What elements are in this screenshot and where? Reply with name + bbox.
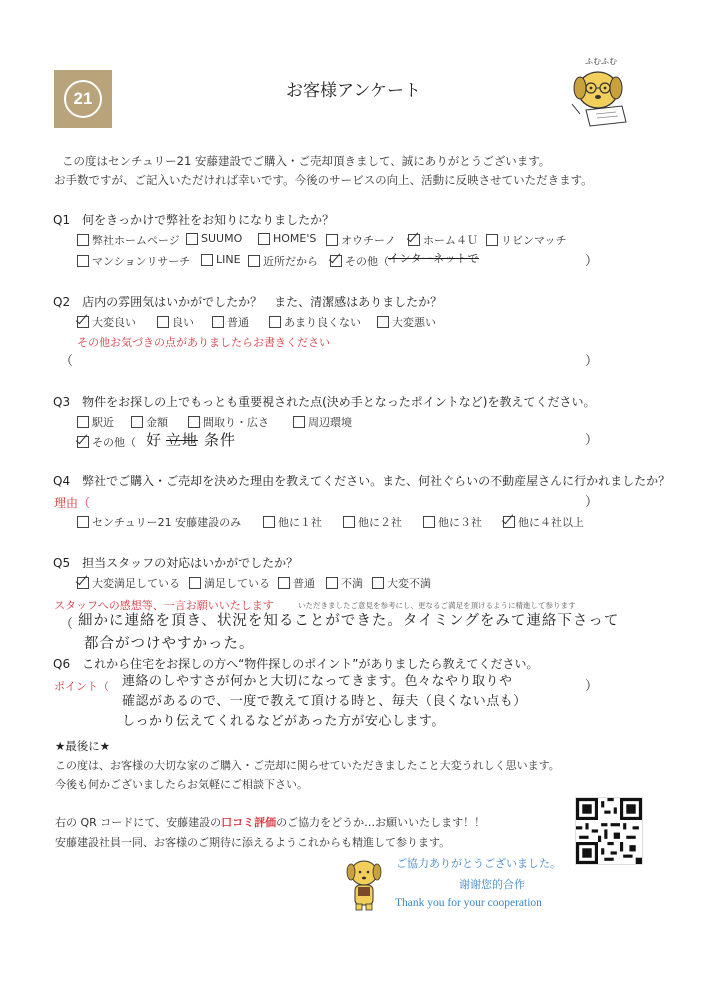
q1-option-rivinmatch[interactable]: リビンマッチ bbox=[486, 232, 567, 248]
q3-question: Q3 物件をお探しの上でもっとも重要視された点(決め手となったポイントなど)を教えてください。 bbox=[53, 395, 596, 409]
checkbox[interactable] bbox=[326, 577, 338, 589]
q3-other-answer-struck: 立地 bbox=[166, 431, 199, 449]
q5-answer-line-2: 都合がつけやすかった。 bbox=[84, 636, 255, 652]
checkbox[interactable] bbox=[377, 316, 389, 328]
staff-line: 安藤建設社員一同、お客様のご期待に添えるようこれからも精進して参ります。 bbox=[55, 836, 451, 849]
q1-option-home4u[interactable]: ホーム４Ｕ bbox=[408, 232, 478, 248]
page-title: お客様アンケート bbox=[286, 81, 421, 101]
checkbox[interactable] bbox=[269, 316, 281, 328]
q5-answer-line-1: 細かに連絡を頂き、状況を知ることができた。タイミングをみて連絡下さって bbox=[78, 613, 620, 629]
intro-line-2: お手数ですが、ご記入いただければ幸いです。今後のサービスの向上、活動に反映させていただきます。 bbox=[54, 173, 593, 187]
q5-question: Q5 担当スタッフの対応はいかがでしたか？ bbox=[53, 556, 299, 570]
q6-point-label: ポイント（ bbox=[54, 680, 109, 693]
review-highlight: 口コミ評価 bbox=[221, 816, 277, 829]
q1-option-nearby[interactable]: 近所だから bbox=[248, 253, 318, 269]
checkbox-checked[interactable] bbox=[77, 436, 89, 448]
q6-answer-line-2: 確認があるので、一度で教えて頂ける時と、毎夫（良くない点も） bbox=[122, 694, 527, 709]
checkbox[interactable] bbox=[186, 233, 198, 245]
thanks-japanese: ご協力ありがとうございました。 bbox=[396, 857, 561, 870]
intro-line-1: この度はセンチュリー21 安藤建設でご購入・ご売却頂きまして、誠にありがとうございます。 bbox=[62, 154, 551, 168]
checkbox-checked[interactable] bbox=[77, 577, 89, 589]
q3-other-answer-first: 好 bbox=[146, 431, 163, 449]
checkbox[interactable] bbox=[423, 516, 435, 528]
qr-code[interactable] bbox=[575, 797, 643, 865]
dog-mascot-reading-icon bbox=[566, 66, 636, 128]
q2-option-not-good[interactable]: あまり良くない bbox=[269, 314, 361, 330]
checkbox-checked[interactable] bbox=[77, 316, 89, 328]
q4-question: Q4 弊社でご購入・ご売却を決めた理由を教えてください。また、何社ぐらいの不動産屋さんに行かれましたか？ bbox=[53, 474, 671, 488]
q6-question: Q6 これから住宅をお探しの方へ“物件探しのポイント”がありましたら教えてください。 bbox=[53, 657, 539, 671]
q2-option-very-good[interactable]: 大変良い bbox=[77, 314, 136, 330]
q5-option-normal[interactable]: 普通 bbox=[278, 575, 315, 591]
q3-option-layout[interactable]: 間取り・広さ bbox=[188, 414, 269, 430]
closing-line-1: この度は、お客様の大切な家のご購入・ご売却に関らせていただきましたこと大変うれしく思います。 bbox=[55, 759, 560, 772]
q6-answer-line-3: しっかり伝えてくれるなどがあった方が安心します。 bbox=[122, 714, 445, 729]
checkbox[interactable] bbox=[77, 516, 89, 528]
checkbox[interactable] bbox=[372, 577, 384, 589]
checkbox[interactable] bbox=[188, 416, 200, 428]
logo-text: 21 bbox=[64, 80, 102, 118]
q2-close-paren: ） bbox=[585, 354, 599, 369]
checkbox[interactable] bbox=[258, 233, 270, 245]
checkbox[interactable] bbox=[486, 234, 498, 246]
q1-option-mansion-research[interactable]: マンションリサーチ bbox=[77, 253, 190, 269]
q5-option-very-dissatisfied[interactable]: 大変不満 bbox=[372, 575, 431, 591]
q2-option-normal[interactable]: 普通 bbox=[212, 314, 249, 330]
checkbox[interactable] bbox=[326, 234, 338, 246]
checkbox[interactable] bbox=[263, 516, 275, 528]
q4-reason-label: 理由（ bbox=[54, 496, 91, 510]
q2-option-very-bad[interactable]: 大変悪い bbox=[377, 314, 436, 330]
q3-other-answer: 条件 bbox=[204, 431, 237, 449]
checkbox[interactable] bbox=[201, 254, 213, 266]
closing-heading: ★最後に★ bbox=[55, 739, 111, 753]
q5-feedback-label: スタッフへの感想等、一言お願いいたします bbox=[54, 599, 274, 612]
q4-close-paren: ） bbox=[585, 495, 599, 510]
checkbox[interactable] bbox=[77, 416, 89, 428]
checkbox[interactable] bbox=[293, 416, 305, 428]
q1-close-paren: ） bbox=[585, 254, 599, 269]
q3-option-environment[interactable]: 周辺環境 bbox=[293, 414, 352, 430]
checkbox[interactable] bbox=[189, 577, 201, 589]
q1-option-homepage[interactable]: 弊社ホームページ bbox=[77, 232, 180, 248]
checkbox[interactable] bbox=[343, 516, 355, 528]
q2-option-good[interactable]: 良い bbox=[157, 314, 194, 330]
q6-close-paren: ） bbox=[585, 679, 599, 694]
checkbox[interactable] bbox=[131, 416, 143, 428]
q4-option-4plus[interactable]: 他に４社以上 bbox=[503, 514, 584, 530]
q1-option-line[interactable]: LINE bbox=[201, 253, 241, 266]
checkbox[interactable] bbox=[77, 255, 89, 267]
q1-option-other[interactable]: その他（ bbox=[330, 253, 389, 269]
q5-option-dissatisfied[interactable]: 不満 bbox=[326, 575, 363, 591]
q4-option-only[interactable]: センチュリー21 安藤建設のみ bbox=[77, 514, 241, 530]
closing-line-2: 今後も何かございましたらお気軽にご相談下さい。 bbox=[55, 778, 308, 791]
q1-question: Q1 何をきっかけで弊社をお知りになりましたか？ bbox=[53, 213, 335, 227]
checkbox-checked[interactable] bbox=[408, 234, 420, 246]
checkbox[interactable] bbox=[278, 577, 290, 589]
q5-feedback-note: いただきましたご意見を参考にし、更なるご満足を頂けるように精進して参ります bbox=[298, 601, 576, 610]
q6-answer-line-1: 連絡のしやすさが何かと大切になってきます。色々なやり取りや bbox=[122, 674, 513, 689]
thanks-english: Thank you for your cooperation bbox=[395, 897, 542, 909]
dog-mascot-icon bbox=[342, 858, 386, 912]
checkbox-checked[interactable] bbox=[503, 516, 515, 528]
checkbox[interactable] bbox=[212, 316, 224, 328]
q3-option-station[interactable]: 駅近 bbox=[77, 414, 114, 430]
q3-option-price[interactable]: 金額 bbox=[131, 414, 168, 430]
q3-option-other[interactable]: その他（ bbox=[77, 434, 136, 450]
q2-question: Q2 店内の雰囲気はいかがでしたか？ また、清潔感はありましたか？ bbox=[53, 295, 443, 309]
q3-close-paren: ） bbox=[585, 433, 599, 448]
mascot-caption: ふむふむ bbox=[585, 57, 617, 66]
q1-option-homes[interactable]: HOME'S bbox=[258, 232, 316, 245]
checkbox[interactable] bbox=[77, 234, 89, 246]
q5-option-satisfied[interactable]: 満足している bbox=[189, 575, 270, 591]
q4-option-3[interactable]: 他に３社 bbox=[423, 514, 482, 530]
checkbox[interactable] bbox=[157, 316, 169, 328]
thanks-chinese: 谢谢您的合作 bbox=[459, 878, 525, 891]
q4-option-2[interactable]: 他に２社 bbox=[343, 514, 402, 530]
q5-option-very-satisfied[interactable]: 大変満足している bbox=[77, 575, 180, 591]
q2-comment-prompt: その他お気づきの点がありましたらお書きください bbox=[77, 336, 330, 349]
checkbox[interactable] bbox=[248, 255, 260, 267]
q5-open-paren: （ bbox=[60, 617, 74, 632]
q4-option-1[interactable]: 他に１社 bbox=[263, 514, 322, 530]
qr-request-line: 右の QR コードにて、安藤建設の口コミ評価のご協力をどうか…お願いいたします！！ bbox=[55, 816, 486, 829]
q2-open-paren: （ bbox=[60, 354, 74, 369]
q1-other-answer: インターネットで bbox=[388, 252, 480, 265]
q1-option-ouchino[interactable]: オウチーノ bbox=[326, 232, 396, 248]
checkbox-checked[interactable] bbox=[330, 255, 342, 267]
q1-option-suumo[interactable]: SUUMO bbox=[186, 232, 242, 245]
